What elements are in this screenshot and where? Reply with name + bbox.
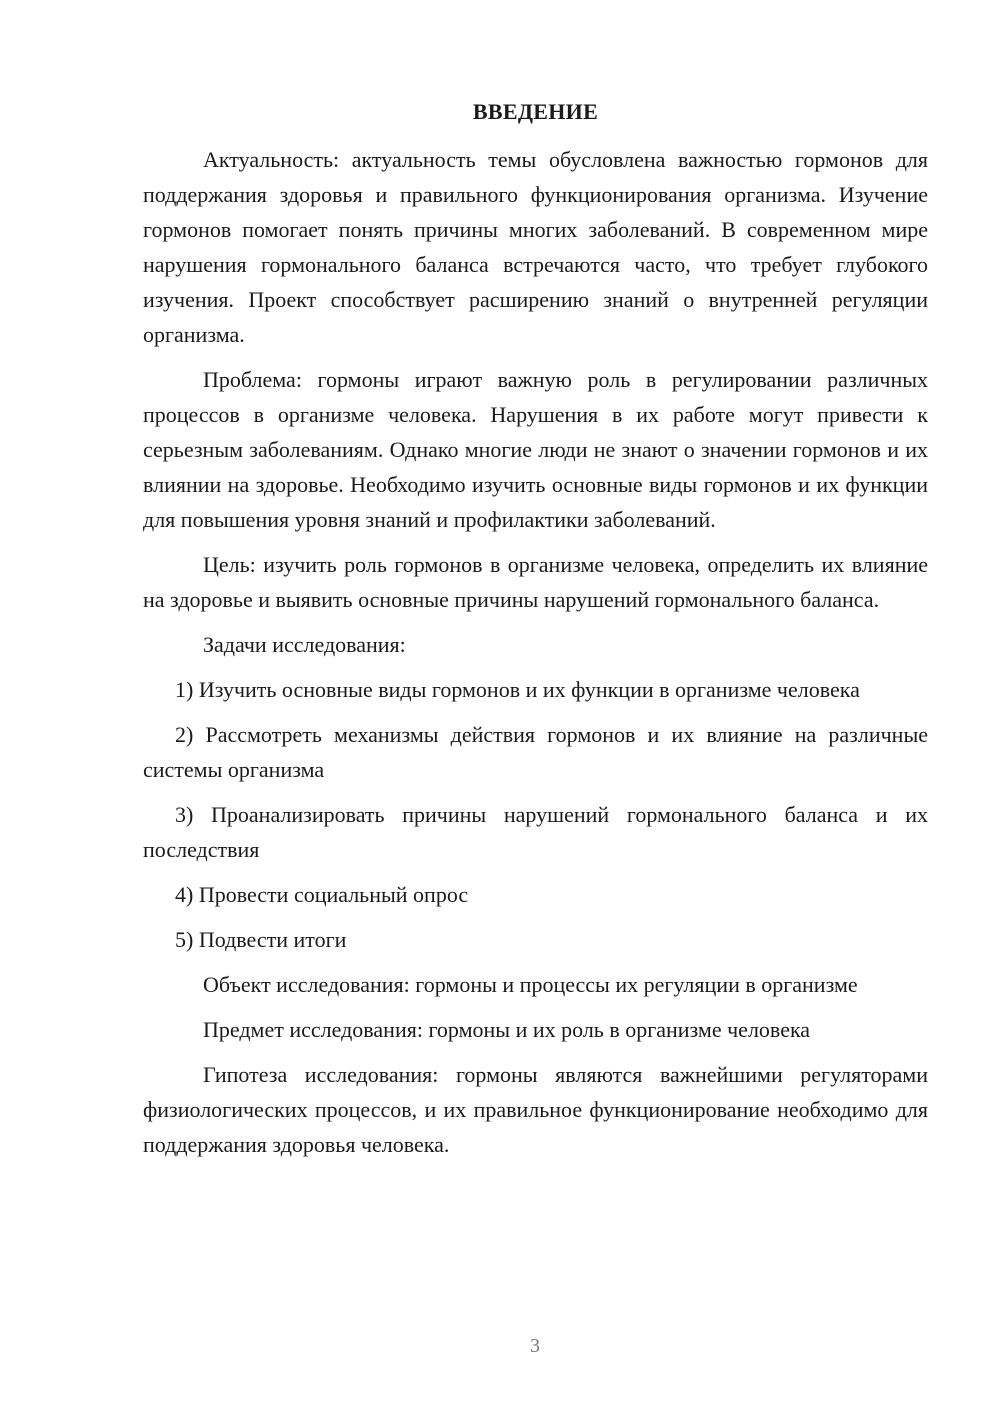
task-item-2: 2) Рассмотреть механизмы действия гормонов и их влияние на различные системы организма — [143, 722, 928, 782]
hypothesis-paragraph: Гипотеза исследования: гормоны являются важнейшими регуляторами физиологических процессов, и их правильное функционирование необходимо для поддержания здоровья человека. — [143, 1062, 928, 1157]
task-item-5: 5) Подвести итоги — [175, 927, 347, 952]
task-item-3: 3) Проанализировать причины нарушений гормонального баланса и их последствия — [143, 802, 928, 862]
page-content — [143, 98, 928, 1172]
research-object-paragraph: Объект исследования: гормоны и процессы их регуляции в организме — [203, 972, 858, 997]
page-number: 3 — [530, 1335, 540, 1357]
research-subject-paragraph: Предмет исследования: гормоны и их роль в организме человека — [203, 1017, 811, 1042]
page-title: ВВЕДЕНИЕ — [472, 99, 599, 124]
tasks-heading: Задачи исследования: — [203, 632, 406, 657]
task-item-1: 1) Изучить основные виды гормонов и их функции в организме человека — [175, 677, 860, 702]
relevance-paragraph: Актуальность: актуальность темы обусловлена важностью гормонов для поддержания здоровья и правильного функционирования организма. Изучение гормонов помогает понять причины многих заболеваний. В современном мире нарушения гормонального баланса встречаются часто, что требует глубокого изучения. Проект способствует расширению знаний о внутренней регуляции организма. — [143, 147, 928, 347]
problem-paragraph: Проблема: гормоны играют важную роль в регулировании различных процессов в организме человека. Нарушения в их работе могут привести к серьезным заболеваниям. Однако многие люди не знают о значении гормонов и их влиянии на здоровье. Необходимо изучить основные виды гормонов и их функции для повышения уровня знаний и профилактики заболеваний. — [143, 367, 928, 532]
goal-paragraph: Цель: изучить роль гормонов в организме человека, определить их влияние на здоровье и выявить основные причины нарушений гормонального баланса. — [143, 552, 928, 612]
task-item-4: 4) Провести социальный опрос — [175, 882, 469, 907]
